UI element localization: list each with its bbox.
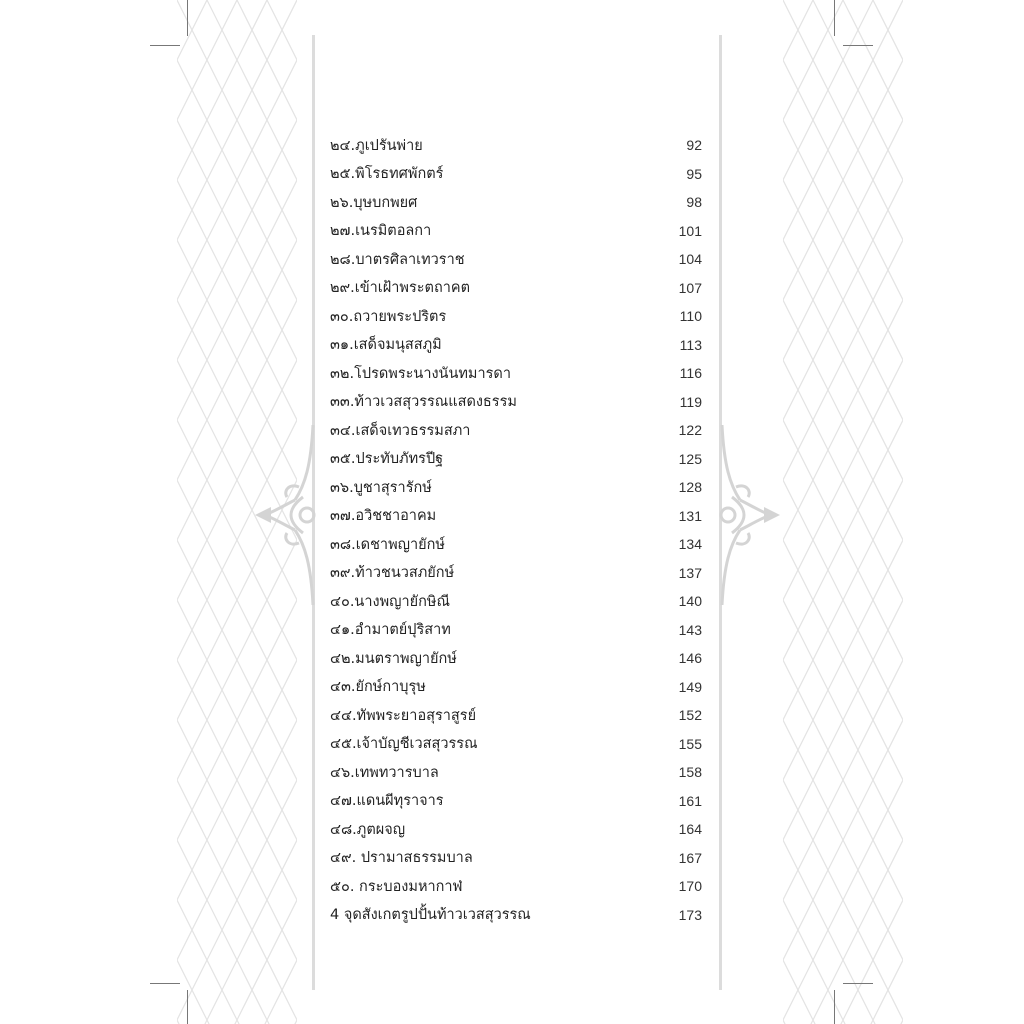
toc-entry-title: ๔๘.ภูตผจญ: [330, 821, 406, 838]
toc-entry-page: 113: [679, 336, 702, 353]
toc-entry: [330, 245, 702, 274]
toc-entry-page: 134: [678, 536, 702, 553]
toc-entry: [330, 302, 702, 331]
toc-entry-title: ๓๙.ท้าวชนวสภยักษ์: [330, 565, 455, 582]
lattice-line: [177, 0, 237, 60]
toc-entry: [330, 587, 702, 616]
lattice-line: [843, 960, 903, 1024]
toc-entry: [330, 787, 702, 816]
toc-entry-page: 152: [678, 707, 702, 724]
toc-entry-page: 95: [686, 165, 702, 182]
toc-entry-page: 140: [678, 593, 702, 610]
toc-entry-page: 122: [678, 422, 702, 439]
toc-entry: [330, 815, 702, 844]
toc-entry-page: 116: [679, 365, 702, 382]
toc-entry: [330, 844, 702, 873]
toc-entry: [330, 331, 702, 360]
toc-entry: [330, 901, 702, 930]
toc-entry: [330, 359, 702, 388]
lattice-line: [177, 960, 237, 1024]
toc-entry: [330, 730, 702, 759]
toc-entry: [330, 473, 702, 502]
thai-flourish-ornament-right-icon: [690, 425, 780, 605]
toc-entry: [330, 872, 702, 901]
toc-entry: [330, 388, 702, 417]
toc-entry-title: ๔๙. ปรามาสธรรมบาล: [330, 850, 473, 867]
toc-entry-page: 143: [678, 621, 702, 638]
toc-entry-title: ๓๗.อวิชชาอาคม: [330, 508, 437, 525]
toc-entry: [330, 416, 702, 445]
toc-entry-title: ๒๖.บุษบกพยศ: [330, 194, 418, 211]
lattice-line: [237, 960, 297, 1024]
toc-entry-page: 137: [678, 564, 702, 581]
toc-entry-title: ๓๕.ประทับภัทรปีฐ: [330, 451, 444, 468]
toc-entry: [330, 188, 702, 217]
toc-entry-title: ๔๐.นางพญายักษิณี: [330, 593, 450, 610]
toc-entry-page: 125: [678, 450, 702, 467]
diamond-lattice-pattern-right: [783, 0, 903, 1024]
toc-entry: [330, 274, 702, 303]
toc-entry-title: ๔๒.มนตราพญายักษ์: [330, 650, 457, 667]
toc-entry-title: ๓๓.ท้าวเวสสุวรรณแสดงธรรม: [330, 394, 517, 411]
toc-entry: [330, 673, 702, 702]
toc-entry-page: 98: [686, 194, 702, 211]
toc-entry: [330, 530, 702, 559]
toc-entry-title: ๒๔.ภูเปรันพ่าย: [330, 137, 423, 154]
toc-entry-title: ๕๐. กระบองมหากาฬ: [330, 878, 463, 895]
lattice-line: [843, 0, 903, 60]
toc-entry-title: ๓๘.เดชาพญายักษ์: [330, 536, 445, 553]
toc-entry: [330, 701, 702, 730]
crop-mark: [843, 45, 873, 46]
crop-mark: [834, 990, 835, 1024]
toc-entry-title: ๓๐.ถวายพระปริตร: [330, 308, 447, 325]
crop-mark: [187, 0, 188, 36]
toc-entry: [330, 445, 702, 474]
crop-mark: [150, 983, 180, 984]
toc-entry-page: 149: [678, 678, 702, 695]
crop-mark: [187, 990, 188, 1024]
crop-mark: [150, 45, 180, 46]
lattice-line: [843, 960, 903, 1024]
toc-entry-title: ๔๗.แดนผีทุราจาร: [330, 793, 444, 810]
lattice-line: [237, 960, 297, 1024]
toc-entry-title: ๓๒.โปรดพระนางนันทมารดา: [330, 365, 511, 382]
toc-entry-title: 4 จุดสังเกตรูปปั้นท้าวเวสสุวรรณ: [330, 907, 531, 924]
toc-entry: [330, 217, 702, 246]
toc-entry-title: ๒๙.เข้าเฝ้าพระตถาคต: [330, 280, 470, 297]
toc-entry-page: 128: [678, 479, 702, 496]
toc-entry-title: ๒๘.บาตรศิลาเทวราช: [330, 251, 465, 268]
toc-entry-page: 158: [678, 764, 702, 781]
toc-entry-page: 161: [678, 792, 702, 809]
toc-entry-page: 110: [679, 308, 702, 325]
lattice-line: [177, 0, 237, 60]
toc-entry-title: ๓๔.เสด็จเทวธรรมสภา: [330, 422, 471, 439]
table-of-contents: [330, 131, 702, 929]
lattice-line: [237, 0, 297, 60]
toc-entry: [330, 559, 702, 588]
toc-entry-title: ๔๕.เจ้าบัญชีเวสสุวรรณ: [330, 736, 478, 753]
toc-entry-title: ๒๕.พิโรธทศพักตร์: [330, 166, 444, 183]
toc-entry-page: 155: [678, 735, 702, 752]
toc-entry: [330, 131, 702, 160]
toc-entry-title: ๔๑.อำมาตย์ปุริสาท: [330, 622, 451, 639]
lattice-line: [237, 0, 297, 60]
lattice-line: [843, 0, 903, 60]
toc-entry-title: ๓๖.บูชาสุรารักษ์: [330, 479, 432, 496]
toc-entry-page: 146: [678, 650, 702, 667]
toc-entry-page: 119: [679, 393, 702, 410]
toc-entry-title: ๔๓.ยักษ์กาบุรุษ: [330, 679, 426, 696]
crop-mark: [834, 0, 835, 36]
toc-entry: [330, 758, 702, 787]
toc-entry-page: 167: [678, 849, 702, 866]
toc-entry-page: 173: [678, 906, 702, 923]
toc-entry: [330, 160, 702, 189]
lattice-line: [177, 960, 237, 1024]
toc-entry-page: 131: [678, 507, 702, 524]
toc-entry-title: ๔๖.เทพทวารบาล: [330, 764, 439, 781]
toc-entry-page: 170: [678, 878, 702, 895]
toc-entry-page: 164: [678, 821, 702, 838]
crop-mark: [843, 983, 873, 984]
toc-entry-page: 92: [686, 137, 702, 154]
toc-entry-title: ๒๗.เนรมิตอลกา: [330, 223, 432, 240]
toc-entry-page: 104: [678, 251, 702, 268]
toc-entry: [330, 616, 702, 645]
toc-entry: [330, 502, 702, 531]
toc-entry-page: 101: [678, 222, 702, 239]
toc-entry-page: 107: [678, 279, 702, 296]
toc-entry-title: ๔๔.ทัพพระยาอสุราสูรย์: [330, 707, 477, 724]
toc-entry-title: ๓๑.เสด็จมนุสสภูมิ: [330, 337, 442, 354]
toc-entry: [330, 644, 702, 673]
